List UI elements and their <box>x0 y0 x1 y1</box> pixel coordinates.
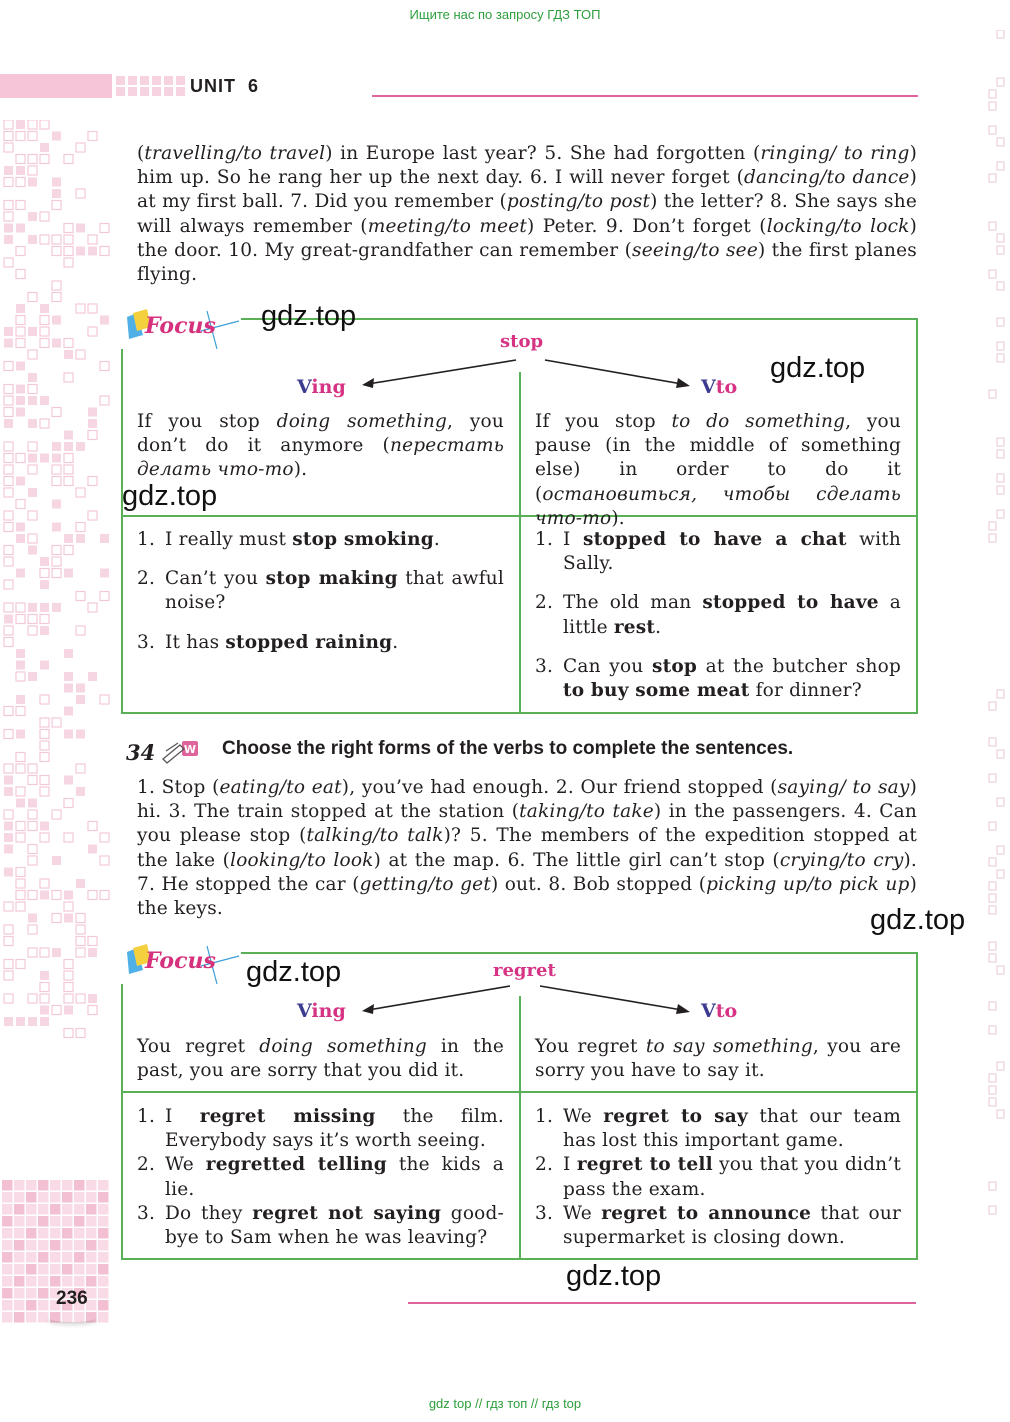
focus-box-regret-divider <box>519 996 521 1260</box>
watermark: gdz.top <box>566 1260 662 1292</box>
text-run: . <box>392 631 399 653</box>
text-run: ) the first planes flying. <box>137 239 917 286</box>
example-text <box>165 1203 504 1248</box>
watermark: gdz.top <box>261 300 357 332</box>
bold-text: stop making <box>265 568 398 590</box>
example-number: 2. <box>535 1154 554 1176</box>
text-run: , you don’t do it anymore ( <box>137 411 504 457</box>
text-run: Can’t you <box>165 568 266 590</box>
text-run: ) out. 8. Bob stopped ( <box>490 873 707 895</box>
text-run: that our team has lost this important game. <box>563 1106 901 1152</box>
text-run: . <box>655 616 662 638</box>
example-number: 1. <box>137 529 156 550</box>
ving-heading-regret: Ving <box>297 1000 346 1022</box>
text-run: It has <box>165 631 226 653</box>
footer-rule <box>408 1302 916 1304</box>
italic-text: doing something <box>276 411 448 432</box>
text-run: You regret <box>137 1036 260 1057</box>
example-number: 2. <box>137 1154 156 1176</box>
example-text <box>563 1154 901 1199</box>
focus-badge-regret: Focus <box>121 940 241 984</box>
italic-text: posting/to post <box>506 191 651 213</box>
bold-text: to buy some meat <box>563 680 750 702</box>
vto-examples-regret <box>535 1105 901 1250</box>
text-run: that awful noise? <box>165 568 504 614</box>
watermark: gdz.top <box>870 904 966 936</box>
italic-text: seeing/to see <box>632 239 758 261</box>
text-run: The old man <box>563 592 703 614</box>
vto-heading-stop: Vto <box>701 376 738 398</box>
example-item <box>137 1105 504 1153</box>
text-run: ), you’ve had enough. 2. Our friend stopped ( <box>341 777 778 798</box>
text-run: ). 7. He stopped the car ( <box>137 849 917 895</box>
bold-text: stopped raining <box>225 631 393 653</box>
example-item <box>535 1153 901 1201</box>
page-number: 236 <box>56 1288 88 1309</box>
text-run: We <box>563 1106 604 1127</box>
page-number-shadow <box>48 1314 96 1322</box>
text-run: ) the door. 10. My great-grandfather can remember ( <box>137 215 917 261</box>
text-run: ) Peter. 9. Don’t forget ( <box>527 215 767 237</box>
text-run: Can you <box>563 655 652 677</box>
focus-verb-stop: stop <box>500 331 544 352</box>
text-run: )? 5. The members of the expedition stopped at the lake ( <box>137 825 917 871</box>
vto-description-stop <box>535 410 901 531</box>
right-grid-decoration <box>985 30 1010 1230</box>
text-run: , you pause (in the middle of something else) in order to do it ( <box>535 411 901 505</box>
italic-text: taking/to take <box>519 801 654 823</box>
text-run: ) in the passengers. 4. Can you please stop ( <box>137 801 917 847</box>
example-number: 3. <box>137 1202 156 1224</box>
text-run: ) the letter? 8. She says she will always remember ( <box>137 191 917 237</box>
example-text <box>563 656 901 701</box>
text-run: , you are sorry you have to say it. <box>535 1036 901 1082</box>
text-run: in the past, you are sorry that you did it. <box>137 1036 504 1082</box>
text-run: You regret <box>535 1036 646 1057</box>
example-item <box>535 591 901 639</box>
bold-text: regret missing <box>199 1106 376 1127</box>
text-run: a little <box>563 592 901 638</box>
text-run: ) the keys. <box>137 873 918 920</box>
text-run: If you stop <box>137 411 277 432</box>
example-text <box>165 1154 504 1199</box>
example-item <box>137 1153 504 1201</box>
bold-text: regret to say <box>603 1106 748 1127</box>
example-number: 3. <box>137 631 156 653</box>
unit-header-squares <box>116 74 186 98</box>
text-run: 1. Stop ( <box>137 777 220 798</box>
bold-text: rest <box>613 616 656 638</box>
italic-text: to do something <box>671 411 846 432</box>
text-run: ) at my first ball. 7. Did you remember ( <box>137 167 917 213</box>
text-run: I <box>563 1154 577 1176</box>
example-item <box>535 1105 901 1153</box>
italic-text: остановиться, чтобы сделать что-то <box>535 483 901 529</box>
example-text <box>563 529 901 574</box>
watermark: gdz.top <box>246 956 342 988</box>
ving-examples-stop <box>137 528 504 655</box>
example-number: 2. <box>535 592 554 614</box>
italic-text: dancing/to dance <box>744 167 910 189</box>
example-item <box>535 528 901 576</box>
ving-description-stop <box>137 410 504 483</box>
focus-arrows-regret <box>360 984 700 1018</box>
text-run: ). <box>611 507 625 529</box>
vto-heading-regret: Vto <box>701 1000 738 1022</box>
bottom-links[interactable]: gdz top // гдз топ // гдз top <box>428 1396 582 1411</box>
example-text <box>165 568 504 613</box>
example-item <box>137 528 504 552</box>
example-text <box>563 1106 901 1151</box>
example-text <box>165 529 440 550</box>
text-run: We <box>563 1202 602 1224</box>
example-item <box>137 631 504 655</box>
header-rule <box>372 95 918 97</box>
text-run: We <box>165 1154 206 1176</box>
italic-text: locking/to lock <box>766 215 910 237</box>
ving-description-regret <box>137 1035 504 1083</box>
example-text <box>563 592 901 637</box>
unit-title: UNIT 6 <box>190 76 260 96</box>
italic-text: to say something <box>645 1036 813 1057</box>
watermark: gdz.top <box>122 480 218 512</box>
example-number: 2. <box>137 568 156 590</box>
text-run: . <box>433 529 440 550</box>
text-run: ( <box>137 143 145 164</box>
text-run: with Sally. <box>563 529 902 575</box>
left-grid-decoration <box>0 120 115 1040</box>
italic-text: talking/to talk <box>306 825 444 847</box>
text-run: the kids a lie. <box>165 1154 504 1200</box>
bold-text: regretted telling <box>205 1154 387 1176</box>
italic-text: looking/to look <box>230 849 374 871</box>
example-number: 3. <box>535 1202 554 1224</box>
bold-text: regret to tell <box>576 1154 713 1176</box>
example-item <box>535 655 901 703</box>
italic-text: doing something <box>259 1036 427 1057</box>
focus-box-stop-divider <box>519 372 521 714</box>
text-run: you that you didn’t pass the exam. <box>563 1154 901 1200</box>
vto-examples-stop <box>535 528 901 703</box>
example-item <box>535 1202 901 1250</box>
bold-text: regret not saying <box>252 1202 442 1224</box>
text-run: I <box>563 529 583 550</box>
text-run: I really must <box>165 529 293 550</box>
text-run: I <box>165 1106 200 1127</box>
focus-box-regret-hrule <box>121 1091 918 1093</box>
exercise-text <box>137 776 917 921</box>
italic-text: meeting/to meet <box>367 215 528 237</box>
example-text <box>165 1106 504 1151</box>
bold-text: stopped to have a chat <box>582 529 847 550</box>
italic-text: crying/to cry <box>779 849 904 871</box>
text-run: ) at the map. 6. The little girl can’t stop ( <box>373 849 780 871</box>
example-number: 1. <box>137 1106 156 1127</box>
text-run: good-bye to Sam when he was leaving? <box>165 1202 504 1249</box>
italic-text: перестать делать что-то <box>137 435 504 481</box>
text-run: for dinner? <box>749 680 862 702</box>
bold-text: stop smoking <box>292 529 434 550</box>
focus-arrows-stop <box>360 358 700 392</box>
italic-text: ringing/ to ring <box>760 143 910 164</box>
exercise-number: 34 <box>126 740 156 765</box>
watermark: gdz.top <box>770 352 866 384</box>
text-run: at the butcher shop <box>697 655 901 677</box>
writing-icon <box>160 737 200 765</box>
example-number: 1. <box>535 1106 554 1127</box>
bold-text: stop <box>651 655 698 677</box>
top-search-hint[interactable]: Ищите нас по запросу ГДЗ ТОП <box>409 7 601 22</box>
ving-heading-stop: Ving <box>297 376 346 398</box>
text-run: Do they <box>165 1202 253 1224</box>
text-run: that our supermarket is closing down. <box>563 1202 902 1249</box>
text-run: If you stop <box>535 411 672 432</box>
intro-paragraph <box>137 142 917 287</box>
bold-text: regret to announce <box>601 1202 812 1224</box>
text-run: the film. Everybody says it’s worth seeing. <box>165 1106 504 1152</box>
bold-text: stopped to have <box>702 592 879 614</box>
italic-text: eating/to eat <box>219 777 342 798</box>
exercise-task: Choose the right forms of the verbs to complete the sentences. <box>222 738 794 759</box>
text-run: ) him up. So he rang her up the next day. 6. I will never forget ( <box>137 143 917 189</box>
svg-text:W: W <box>183 743 197 756</box>
example-number: 1. <box>535 529 554 550</box>
ving-examples-regret <box>137 1105 504 1250</box>
italic-text: saying/ to say <box>777 777 910 798</box>
example-item <box>137 1202 504 1250</box>
italic-text: getting/to get <box>359 873 491 895</box>
example-item <box>137 567 504 615</box>
example-text <box>165 632 398 653</box>
text-run: ) in Europe last year? 5. She had forgotten ( <box>325 143 761 164</box>
focus-badge-stop: Focus <box>121 305 241 349</box>
italic-text: travelling/to travel <box>144 143 326 164</box>
text-run: ) hi. 3. The train stopped at the station ( <box>137 777 917 823</box>
vto-description-regret <box>535 1035 901 1083</box>
example-text <box>563 1203 901 1248</box>
italic-text: picking up/to pick up <box>706 873 910 895</box>
example-number: 3. <box>535 655 554 677</box>
focus-verb-regret: regret <box>493 960 556 981</box>
text-run: ). <box>293 459 308 481</box>
unit-header-bar <box>0 74 112 98</box>
